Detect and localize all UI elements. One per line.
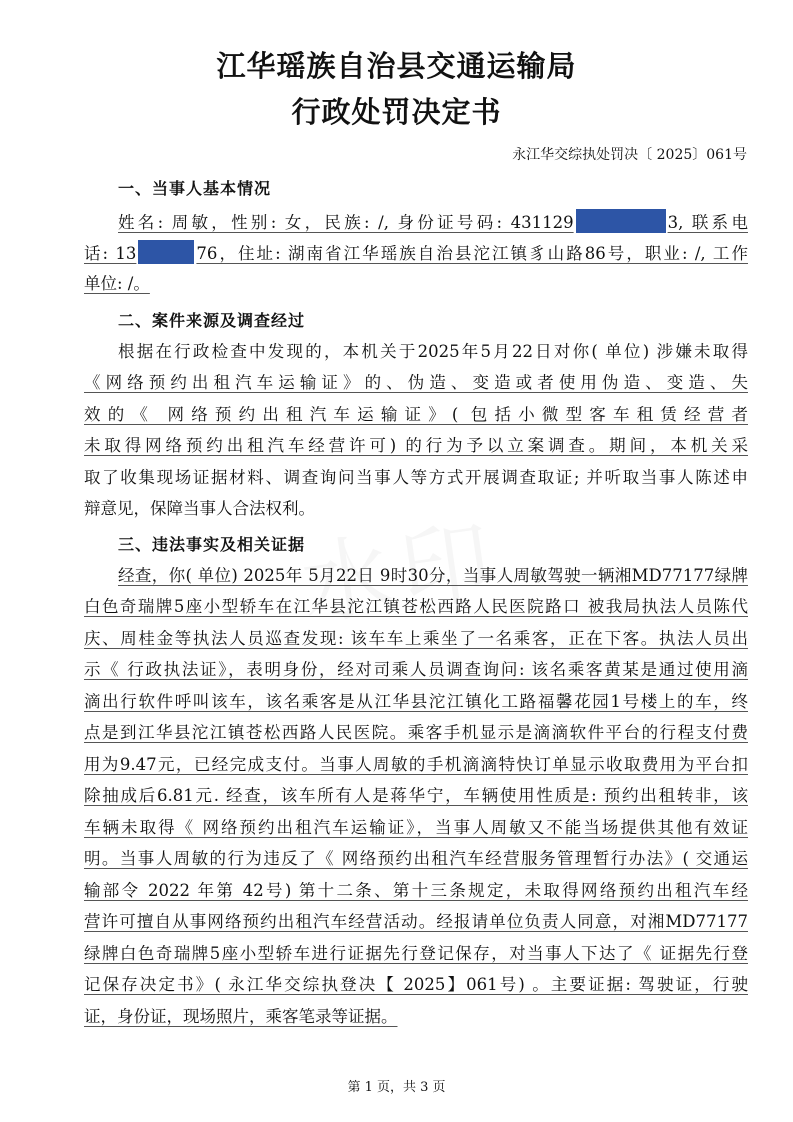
paragraph-line: 经查，你( 单位) 2025年 5月22日 9时30分，当事人周敏驾驶一辆湘MD77177绿牌 xyxy=(118,566,748,585)
paragraph-line: 滴出行软件呼叫该车，该名乘客是从江华县沱江镇化工路福馨花园1号楼上的车，终 xyxy=(84,692,748,711)
paragraph-line: 示《 行政执法证》，表明身份，经对司乘人员调查询问: 该名乘客黄某是通过使用滴 xyxy=(84,660,748,679)
paragraph-line: 绿牌白色奇瑞牌5座小型轿车进行证据先行登记保存，对当事人下达了《 证据先行登 xyxy=(84,944,748,963)
document-title: 江华瑶族自治县交通运输局 xyxy=(216,49,577,83)
section-heading-violation-facts: 三、违法事实及相关证据 xyxy=(118,535,306,554)
paragraph-line: 效的《 网络预约出租汽车运输证》( 包括小微型客车租赁经营者 xyxy=(84,405,748,424)
paragraph-line: 输部令 2022 年第 42号) 第十二条、第十三条规定，未取得网络预约出租汽车经 xyxy=(84,881,748,900)
redaction-block xyxy=(138,240,194,264)
paragraph-line: 记保存决定书》( 永江华交综执登决【 2025】061号) 。主要证据: 驾驶证，行驶 xyxy=(84,975,748,994)
paragraph-line: 根据在行政检查中发现的，本机关于2025年5月22日对你( 单位) 涉嫌未取得 xyxy=(118,342,748,361)
paragraph-line: 用为9.47元，已经完成支付。当事人周敏的手机滴滴特快订单显示收取费用为平台扣 xyxy=(84,755,748,774)
paragraph-line: 白色奇瑞牌5座小型轿车在江华县沱江镇苍松西路人民医院路口 被我局执法人员陈代 xyxy=(84,597,748,616)
document-number: 永江华交综执处罚决〔 2025〕061号 xyxy=(512,147,747,163)
paragraph-line: 庆、周桂金等执法人员巡查发现: 该车车上乘坐了一名乘客，正在下客。执法人员出 xyxy=(84,629,748,648)
paragraph-line: 辩意见，保障当事人合法权利。 xyxy=(84,499,315,518)
party-info-text: 话: 13 xyxy=(84,244,137,263)
party-info-line xyxy=(118,209,748,235)
party-info-text: 76，住址: 湖南省江华瑶族自治县沱江镇豸山路86号，职业: /, 工作 xyxy=(196,244,748,263)
paragraph-line: 明。当事人周敏的行为违反了《 网络预约出租汽车经营服务管理暂行办法》( 交通运 xyxy=(84,849,748,868)
section-heading-case-source: 二、案件来源及调查经过 xyxy=(118,311,306,330)
paragraph-line: 车辆未取得《 网络预约出租汽车运输证》，当事人周敏又不能当场提供其他有效证 xyxy=(84,818,748,837)
paragraph-line: 证，身份证，现场照片，乘客笔录等证据。 xyxy=(84,1007,398,1026)
party-info-text: 姓名: 周敏，性别: 女，民族: /, 身份证号码: 431129 xyxy=(118,213,574,232)
party-info-text: 3, 联系电 xyxy=(667,213,748,232)
party-info-line: 单位: /。 xyxy=(84,274,150,293)
paragraph-line: 取了收集现场证据材料、调查询问当事人等方式开展调查取证; 并听取当事人陈述申 xyxy=(84,468,748,487)
document-subtitle: 行政处罚决定书 xyxy=(291,95,502,129)
redaction-block xyxy=(576,209,666,233)
page-number: 第 1 页，共 3 页 xyxy=(347,1080,446,1095)
paragraph-line: 点是到江华县沱江镇苍松西路人民医院。乘客手机显示是滴滴软件平台的行程支付费 xyxy=(84,723,748,742)
paragraph-line: 《网络预约出租汽车运输证》的、伪造、变造或者使用伪造、变造、失 xyxy=(84,373,748,392)
paragraph-line: 未取得网络预约出租汽车经营许可) 的行为予以立案调查。期间，本机关采 xyxy=(84,436,748,455)
paragraph-line: 除抽成后6.81元. 经查，该车所有人是蒋华宁，车辆使用性质是: 预约出租转非，该 xyxy=(84,786,748,805)
paragraph-line: 营许可擅自从事网络预约出租汽车经营活动。经报请单位负责人同意，对湘MD77177 xyxy=(84,912,748,931)
section-heading-party-info: 一、当事人基本情况 xyxy=(118,179,272,198)
party-info-line xyxy=(84,240,748,266)
